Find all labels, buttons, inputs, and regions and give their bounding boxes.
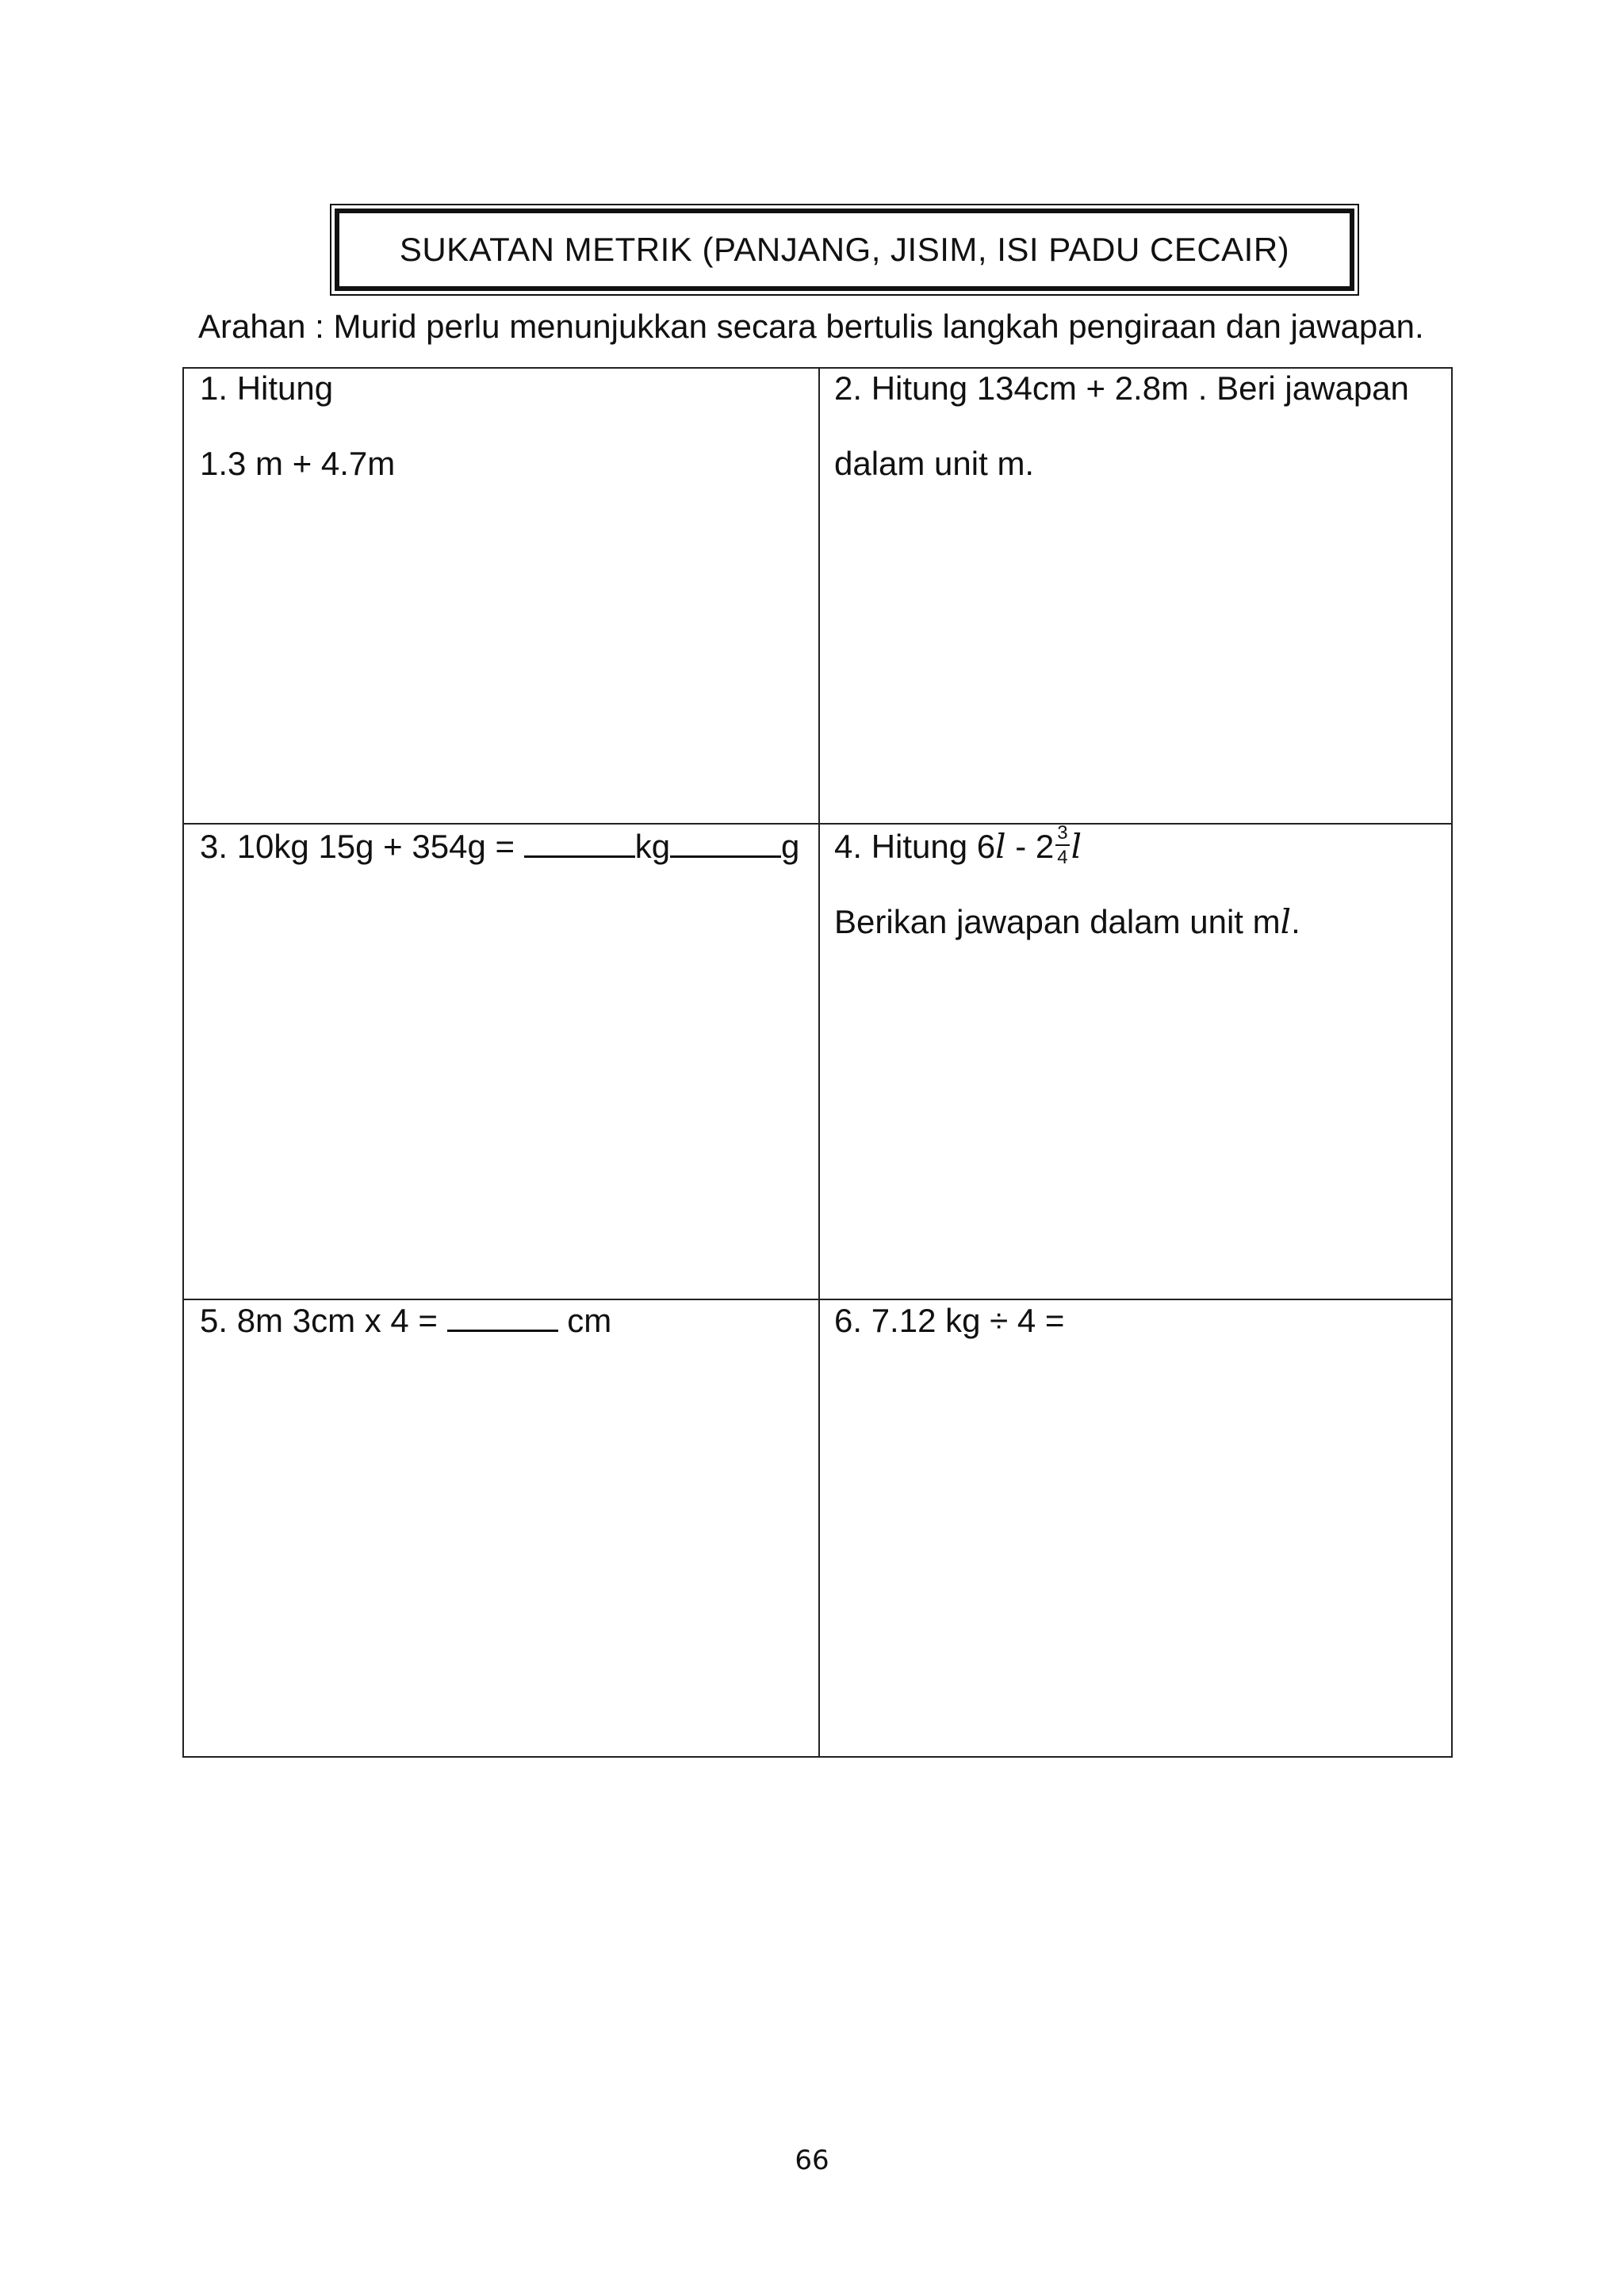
grid-divider-horizontal <box>184 1299 1451 1300</box>
fraction-denominator: 4 <box>1057 847 1068 869</box>
instruction-text: Arahan : Murid perlu menunjukkan secara bertulis langkah pengiraan dan jawapan. <box>198 308 1424 345</box>
question-4-unit-instruction <box>834 902 1300 942</box>
question-6 <box>834 1301 1064 1341</box>
question-1 <box>200 369 395 484</box>
question-1-prompt: 1. Hitung <box>200 369 334 407</box>
question-4 <box>834 822 1300 943</box>
litre-symbol: l <box>1071 827 1082 866</box>
question-3-unit-kg: kg <box>634 828 671 865</box>
answer-blank-kg[interactable] <box>524 827 635 858</box>
answer-blank-cm[interactable] <box>447 1301 558 1332</box>
grid-divider-vertical <box>818 369 820 1756</box>
litre-symbol: l <box>1280 902 1292 942</box>
page-number: 66 <box>795 2145 829 2176</box>
question-5 <box>200 1301 611 1341</box>
question-4-prompt <box>834 822 1300 871</box>
question-6-expression: 6. 7.12 kg ÷ 4 = <box>834 1302 1065 1339</box>
question-2 <box>834 369 1409 484</box>
question-5-expression: 5. 8m 3cm x 4 = <box>200 1302 447 1339</box>
question-4-instruction-text: Berikan jawapan dalam unit m <box>834 903 1281 941</box>
litre-symbol: l <box>995 827 1006 866</box>
question-4-operator: - 2 <box>1005 828 1055 865</box>
question-1-expression: 1.3 m + 4.7m <box>200 445 396 483</box>
question-3-expression: 3. 10kg 15g + 354g = <box>200 828 524 865</box>
question-grid <box>182 367 1453 1758</box>
question-3-unit-g: g <box>781 828 800 865</box>
page-title: SUKATAN METRIK (PANJANG, JISIM, ISI PADU CECAIR) <box>335 209 1354 291</box>
question-2-unit-instruction: dalam unit m. <box>834 445 1035 483</box>
title-box <box>330 204 1359 296</box>
answer-blank-g[interactable] <box>670 827 781 858</box>
question-3 <box>200 827 799 867</box>
fraction-numerator: 3 <box>1055 824 1069 846</box>
grid-divider-horizontal <box>184 823 1451 825</box>
question-2-prompt: 2. Hitung 134cm + 2.8m . Beri jawapan <box>834 369 1409 407</box>
question-4-prefix: 4. Hitung 6 <box>834 828 996 865</box>
question-5-unit: cm <box>557 1302 612 1339</box>
question-4-instruction-end: . <box>1291 903 1300 941</box>
mixed-fraction <box>1055 824 1069 867</box>
